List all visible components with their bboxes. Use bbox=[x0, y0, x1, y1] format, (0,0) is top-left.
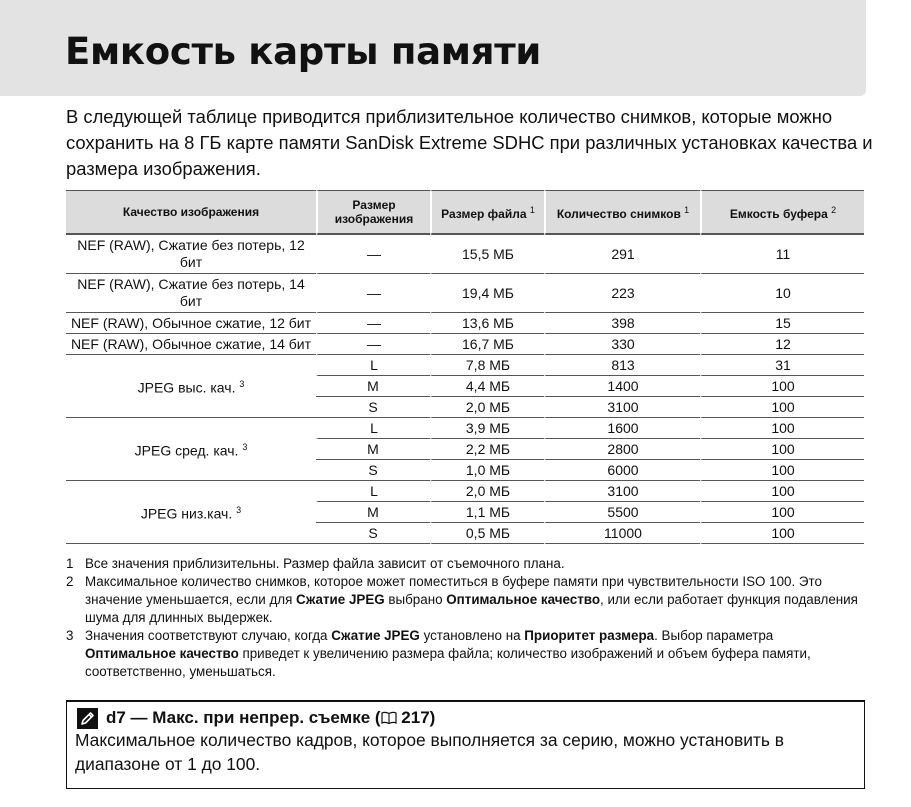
page-title: Емкость карты памяти bbox=[65, 30, 541, 73]
cell-size: — bbox=[316, 234, 430, 274]
cell-size: L bbox=[316, 355, 430, 376]
header-quality: Качество изображения bbox=[66, 190, 316, 234]
cell-file-size: 4,4 МБ bbox=[430, 376, 544, 397]
cell-file-size: 19,4 МБ bbox=[430, 274, 544, 313]
header-size: Размер изображения bbox=[316, 190, 430, 234]
table-row bbox=[66, 313, 864, 334]
cell-buffer: 100 bbox=[700, 481, 864, 502]
cell-file-size: 2,0 МБ bbox=[430, 481, 544, 502]
footnote-1: 1 Все значения приблизительны. Размер файла зависит от съемочного плана. bbox=[66, 556, 565, 571]
cell-buffer: 100 bbox=[700, 523, 864, 544]
cell-buffer: 100 bbox=[700, 460, 864, 481]
cell-shots: 5500 bbox=[544, 502, 700, 523]
footnotes bbox=[66, 555, 866, 681]
footnote-3: 3 Значения соответствуют случаю, когда Сжатие JPEG установлено на Приоритет размера. Выбор параметра Оптимальное качество приведет к увеличению размера файла; количество изображений и объем буфера памяти, соответственно, уменьшаться. bbox=[66, 628, 811, 679]
tip-heading: d7 — Макс. при непрер. съемке ( 217) bbox=[77, 706, 435, 730]
cell-file-size: 2,0 МБ bbox=[430, 397, 544, 418]
cell-file-size: 16,7 МБ bbox=[430, 334, 544, 355]
tip-box bbox=[66, 700, 865, 789]
cell-buffer: 100 bbox=[700, 376, 864, 397]
cell-quality-group: JPEG низ.кач. $^3$ bbox=[66, 481, 316, 544]
cell-size: M bbox=[316, 439, 430, 460]
cell-file-size: 15,5 МБ bbox=[430, 234, 544, 274]
cell-quality: NEF (RAW), Сжатие без потерь, 12 бит bbox=[66, 234, 316, 274]
cell-file-size: 3,9 МБ bbox=[430, 418, 544, 439]
pencil-icon bbox=[77, 708, 98, 729]
cell-shots: 1400 bbox=[544, 376, 700, 397]
table-row bbox=[66, 481, 864, 502]
cell-shots: 2800 bbox=[544, 439, 700, 460]
cell-shots: 3100 bbox=[544, 397, 700, 418]
cell-file-size: 7,8 МБ bbox=[430, 355, 544, 376]
cell-size: L bbox=[316, 418, 430, 439]
cell-quality: NEF (RAW), Обычное сжатие, 12 бит bbox=[66, 313, 316, 334]
cell-buffer: 11 bbox=[700, 234, 864, 274]
cell-file-size: 1,1 МБ bbox=[430, 502, 544, 523]
cell-file-size: 1,0 МБ bbox=[430, 460, 544, 481]
cell-buffer: 100 bbox=[700, 418, 864, 439]
cell-shots: 11000 bbox=[544, 523, 700, 544]
cell-shots: 6000 bbox=[544, 460, 700, 481]
cell-buffer: 10 bbox=[700, 274, 864, 313]
cell-size: M bbox=[316, 376, 430, 397]
intro-paragraph: В следующей таблице приводится приблизительное количество снимков, которые можно сохранить на 8 ГБ карте памяти SanDisk Extreme SDHC при различных установках качества и размера изображения. bbox=[66, 106, 873, 179]
header-shots: Количество снимков $^1$ bbox=[544, 190, 700, 234]
table-header-row bbox=[66, 190, 864, 234]
header-buffer: Емкость буфера $^2$ bbox=[700, 190, 864, 234]
table-row bbox=[66, 274, 864, 313]
cell-size: S bbox=[316, 397, 430, 418]
cell-buffer: 15 bbox=[700, 313, 864, 334]
footnote-2: 2 Максимальное количество снимков, которое может поместиться в буфере памяти при чувствительности ISO 100. Это значение уменьшается, если для Сжатие JPEG выбрано Оптимальное качество, или если работает функция подавления шума для длинных выдержек. bbox=[66, 574, 858, 625]
cell-size: — bbox=[316, 334, 430, 355]
cell-file-size: 13,6 МБ bbox=[430, 313, 544, 334]
cell-buffer: 31 bbox=[700, 355, 864, 376]
cell-quality-group: JPEG выс. кач. $^3$ bbox=[66, 355, 316, 418]
cell-shots: 291 bbox=[544, 234, 700, 274]
cell-buffer: 100 bbox=[700, 397, 864, 418]
cell-buffer: 12 bbox=[700, 334, 864, 355]
header-file-size: Размер файла $^1$ bbox=[430, 190, 544, 234]
cell-shots: 3100 bbox=[544, 481, 700, 502]
cell-size: S bbox=[316, 460, 430, 481]
cell-size: S bbox=[316, 523, 430, 544]
cell-size: — bbox=[316, 274, 430, 313]
table-row bbox=[66, 334, 864, 355]
cell-quality-group: JPEG сред. кач. $^3$ bbox=[66, 418, 316, 481]
capacity-table bbox=[66, 190, 864, 544]
cell-shots: 813 bbox=[544, 355, 700, 376]
cell-buffer: 100 bbox=[700, 439, 864, 460]
tip-body: Максимальное количество кадров, которое выполняется за серию, можно установить в диапазоне от 1 до 100. bbox=[75, 730, 785, 774]
table-row bbox=[66, 355, 864, 376]
cell-quality: NEF (RAW), Обычное сжатие, 14 бит bbox=[66, 334, 316, 355]
cell-file-size: 2,2 МБ bbox=[430, 439, 544, 460]
cell-shots: 223 bbox=[544, 274, 700, 313]
cell-shots: 1600 bbox=[544, 418, 700, 439]
cell-file-size: 0,5 МБ bbox=[430, 523, 544, 544]
cell-buffer: 100 bbox=[700, 502, 864, 523]
table-row bbox=[66, 234, 864, 274]
cell-quality: NEF (RAW), Сжатие без потерь, 14 бит bbox=[66, 274, 316, 313]
cell-size: L bbox=[316, 481, 430, 502]
cell-size: M bbox=[316, 502, 430, 523]
cell-shots: 330 bbox=[544, 334, 700, 355]
page-reference[interactable]: 217 bbox=[401, 708, 430, 727]
book-icon bbox=[381, 711, 397, 725]
cell-size: — bbox=[316, 313, 430, 334]
cell-shots: 398 bbox=[544, 313, 700, 334]
table-row bbox=[66, 418, 864, 439]
